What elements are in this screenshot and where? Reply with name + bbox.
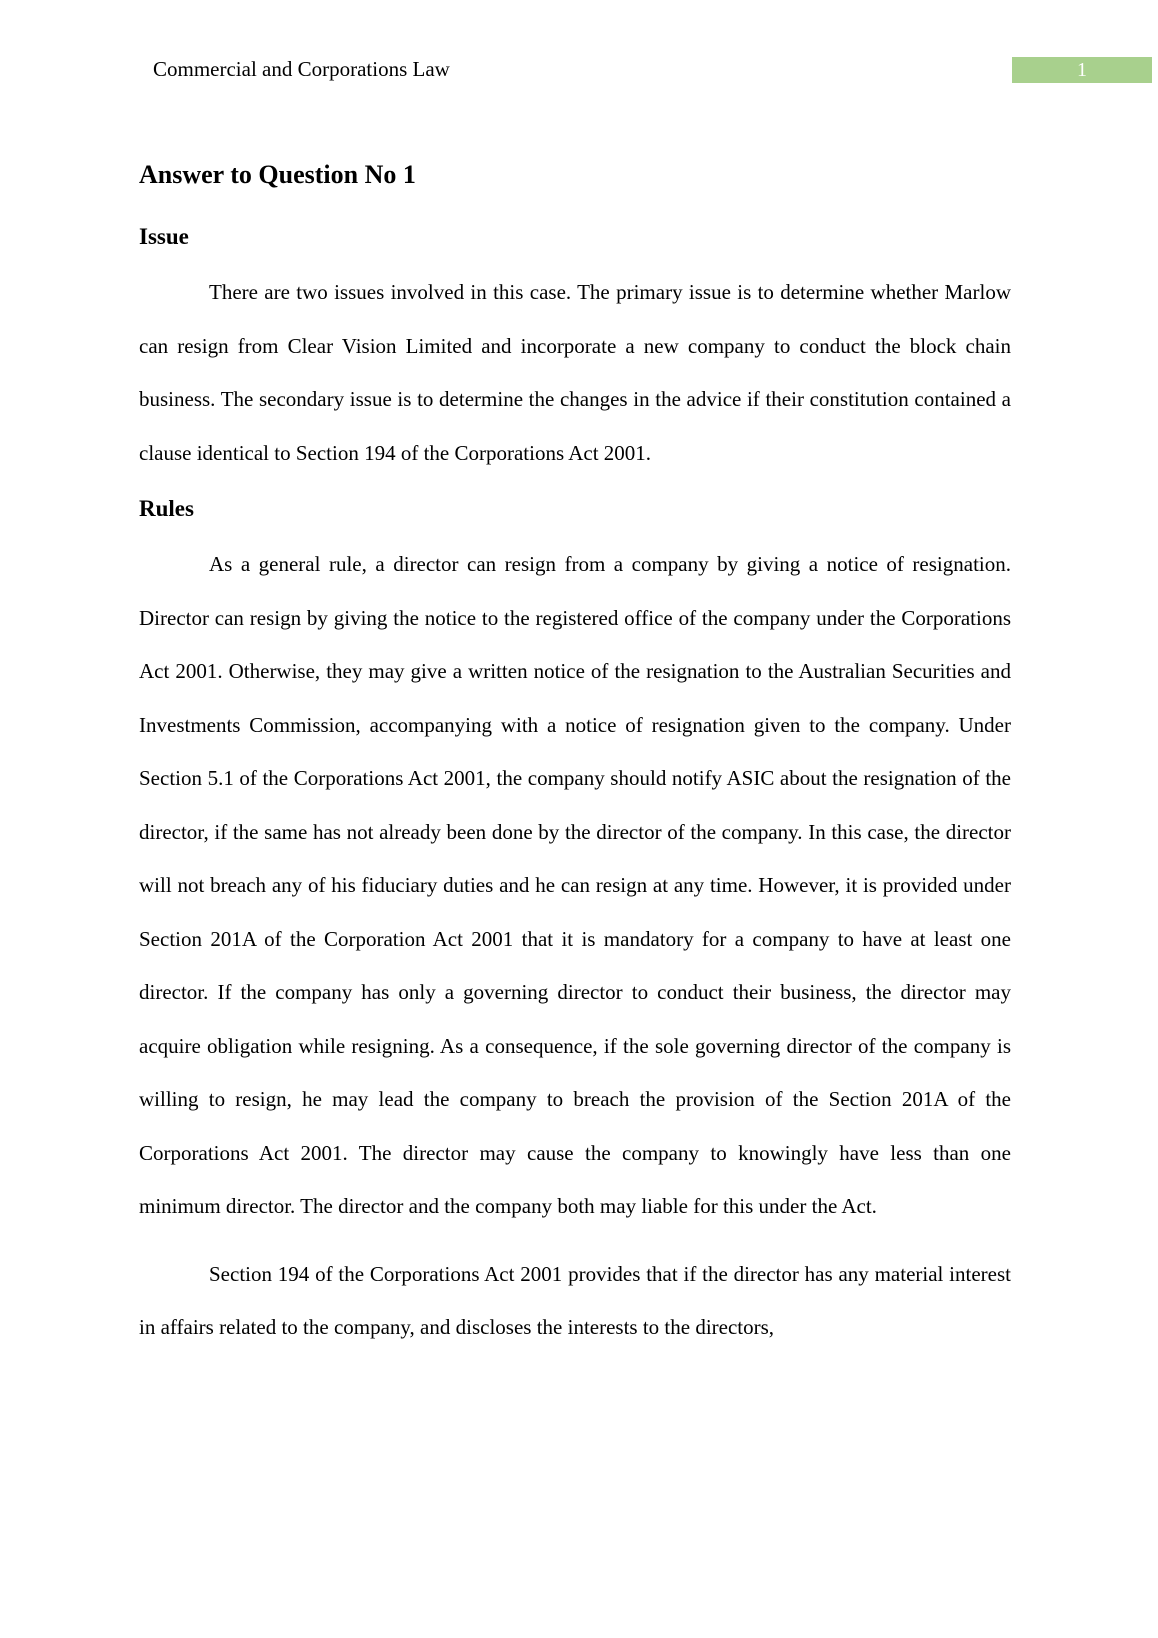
rules-paragraph-2: Section 194 of the Corporations Act 2001 provides that if the director has any material interest in affairs related to the company, and discloses the interests to the directors, (139, 1261, 1011, 1339)
running-title: Commercial and Corporations Law (153, 57, 450, 81)
page-number: 1 (1077, 59, 1087, 81)
page-header (0, 0, 1158, 110)
section-heading-issue: Issue (139, 224, 189, 249)
rules-paragraph-1: As a general rule, a director can resign from a company by giving a notice of resignation. Director can resign by giving the notice to the registered office of the company under the Corporations Act 2001. Otherwise, they may give a written notice of the resignation to the Australian Securities and Investments Commission, accompanying with a notice of resignation given to the company. Under Section 5.1 of the Corporations Act 2001, the company should notify ASIC about the resignation of the director, if the same has not already been done by the director of the company. In this case, the director will not breach any of his fiduciary duties and he can resign at any time. However, it is provided under Section 201A of the Corporation Act 2001 that it is mandatory for a company to have at least one director. If the company has only a governing director to conduct their business, the director may acquire obligation while resigning. As a consequence, if the sole governing director of the company is willing to resign, he may lead the company to breach the provision of the Section 201A of the Corporations Act 2001. The director may cause the company to knowingly have less than one minimum director. The director and the company both may liable for this under the Act. (139, 552, 1011, 1218)
page-number-badge (1012, 57, 1152, 83)
document-body (139, 158, 1011, 1355)
issue-paragraph: There are two issues involved in this case. The primary issue is to determine whether Marlow can resign from Clear Vision Limited and incorporate a new company to conduct the block chain business. The secondary issue is to determine the changes in the advice if their constitution contained a clause identical to Section 194 of the Corporations Act 2001. (139, 280, 1011, 465)
section-heading-rules: Rules (139, 496, 194, 521)
document-heading: Answer to Question No 1 (139, 160, 416, 189)
